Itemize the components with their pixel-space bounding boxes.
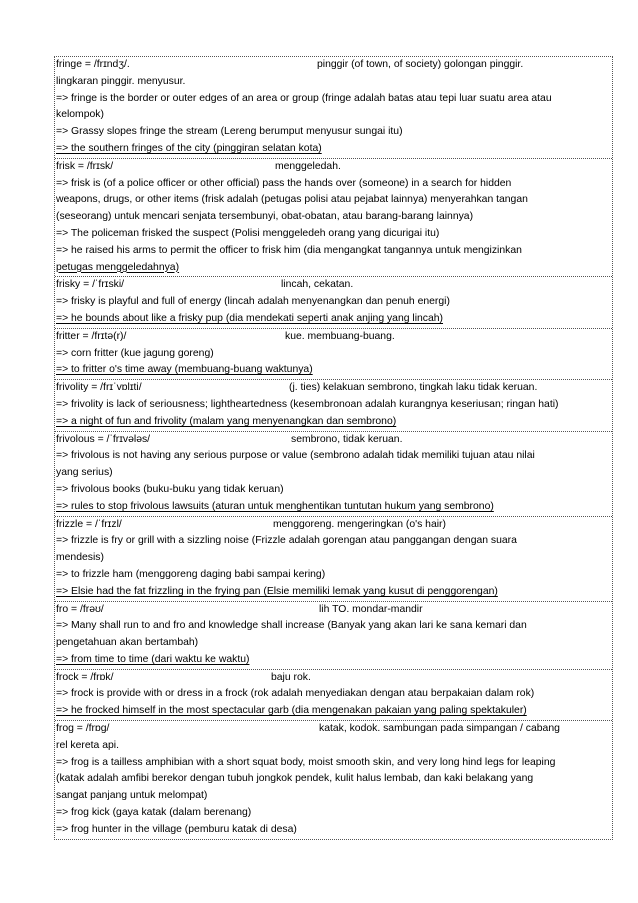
entry-line: => to frizzle ham (menggoreng daging babi sampai kering) [56,568,326,580]
entry-line: => corn fritter (kue jagung goreng) [56,347,214,359]
entry-frog [55,720,612,839]
entry-frisky [55,276,612,327]
entry-line: (katak adalah amfibi berekor dengan tubuh jongkok pendek, kulit halus lembab, dan kaki belakang yang [56,773,534,785]
definition: baju rok. [271,671,311,683]
entry-line: => frizzle is fry or grill with a sizzling noise (Frizzle adalah gorengan atau panggangan dengan suara [56,535,517,547]
headword: frisky = /ˈfrɪski/ [56,279,125,291]
entry-header [55,602,612,619]
entry-line: => frog hunter in the village (pemburu katak di desa) [56,823,297,835]
headword: fro = /frəʊ/ [56,603,104,615]
entry-header [55,277,612,294]
entry-line: => Many shall run to and fro and knowledge shall increase (Banyak yang akan lari ke sana kemari dan [56,620,527,632]
definition: menggoreng. mengeringkan (o's hair) [273,518,446,530]
definition: (j. ties) kelakuan sembrono, tingkah laku tidak keruan. [289,382,538,394]
entry-line: => frog kick (gaya katak (dalam berenang) [56,807,252,819]
definition: lih TO. mondar-mandir [319,603,423,615]
entry-line: => fringe is the border or outer edges of an area or group (fringe adalah batas atau tepi luar suatu area atau [56,92,552,104]
entry-line: pengetahuan akan bertambah) [56,637,199,649]
headword: fringe = /frɪndʒ/. [56,59,130,70]
entry-header [55,380,612,397]
entry-fro [55,601,612,669]
entry-line: => frivolity is lack of seriousness; lightheartedness (kesembronoan adalah kurangnya keseriusan; ringan hati) [56,398,559,410]
entry-line: => a night of fun and frivolity (malam yang menyenangkan dan sembrono) [56,415,397,427]
headword: fritter = /frɪtə(r)/ [56,330,127,342]
headword: frock = /frɒk/ [56,671,114,683]
headword: frisk = /frɪsk/ [56,160,114,172]
entry-header [55,670,612,687]
entry-line: yang serius) [56,467,113,479]
entry-header [55,159,612,176]
entry-line: => to fritter o's time away (membuang-buang waktunya) [56,364,313,376]
entry-line: mendesis) [56,552,104,564]
headword: frivolity = /frɪˈvɒlɪti/ [56,382,142,394]
entry-line: => rules to stop frivolous lawsuits (aturan untuk menghentikan tuntutan hukum yang sembrono) [56,500,494,512]
dictionary-page [54,56,613,840]
entry-line: => Elsie had the fat frizzling in the frying pan (Elsie memiliki lemak yang kusut di penggorengan) [56,585,498,597]
entry-line: rel kereta api. [56,739,119,751]
entry-header [55,57,612,74]
definition: menggeledah. [275,160,341,172]
entry-frivolous [55,431,612,516]
entry-line: => the southern fringes of the city (pinggiran selatan kota) [56,142,322,154]
definition: katak, kodok. sambungan pada simpangan / cabang [319,723,560,735]
entry-line: petugas menggeledahnya) [56,261,180,273]
entry-frizzle [55,516,612,601]
entry-line: lingkaran pinggir. menyusur. [56,75,186,87]
definition: lincah, cekatan. [281,279,354,291]
entry-line: => frisky is playful and full of energy (lincah adalah menyenangkan dan penuh energi) [56,296,450,308]
entry-line: (seseorang) untuk mencari senjata tersembunyi, obat-obatan, atau barang-barang lainnya) [56,211,474,223]
entry-line: => frivolous is not having any serious purpose or value (sembrono adalah tidak memiliki tujuan atau nilai [56,450,535,462]
entry-header [55,329,612,346]
entry-line: => from time to time (dari waktu ke waktu) [56,653,250,665]
entry-line: => he bounds about like a frisky pup (dia mendekati seperti anak anjing yang lincah) [56,312,444,324]
entry-line: => Grassy slopes fringe the stream (Lereng berumput menyusur sungai itu) [56,126,403,138]
entry-header [55,721,612,738]
entry-line: kelompok) [56,109,104,121]
entry-fritter [55,328,612,379]
entry-line: sangat panjang untuk melompat) [56,790,208,802]
entry-frivolity [55,379,612,430]
entry-frock [55,669,612,720]
entry-line: => frisk is (of a police officer or other official) pass the hands over (someone) in a search for hidden [56,177,512,189]
entry-frisk [55,158,612,277]
entry-line: => he raised his arms to permit the officer to frisk him (dia mengangkat tangannya untuk mengizinkan [56,244,522,256]
entry-line: => frock is provide with or dress in a frock (rok adalah menyediakan dengan atau berpakaian dalam rok) [56,688,535,700]
entry-line: => he frocked himself in the most spectacular garb (dia mengenakan pakaian yang paling spektakuler) [56,705,527,717]
definition: pinggir (of town, of society) golongan pinggir. [317,59,524,70]
entry-header [55,517,612,534]
headword: frizzle = /ˈfrɪzl/ [56,518,122,530]
entry-line: weapons, drugs, or other items (frisk adalah (petugas polisi atau pejabat lainnya) menyerahkan tangan [56,194,528,206]
headword: frog = /frɒg/ [56,723,110,735]
entry-line: => The policeman frisked the suspect (Polisi menggeledeh orang yang dicurigai itu) [56,227,440,239]
entry-line: => frivolous books (buku-buku yang tidak keruan) [56,483,284,495]
entry-fringe [55,57,612,158]
definition: sembrono, tidak keruan. [291,433,403,445]
entry-header [55,432,612,449]
entry-line: => frog is a tailless amphibian with a short squat body, moist smooth skin, and very long hind legs for leaping [56,756,556,768]
definition: kue. membuang-buang. [285,330,395,342]
headword: frivolous = /ˈfrɪvələs/ [56,433,151,445]
